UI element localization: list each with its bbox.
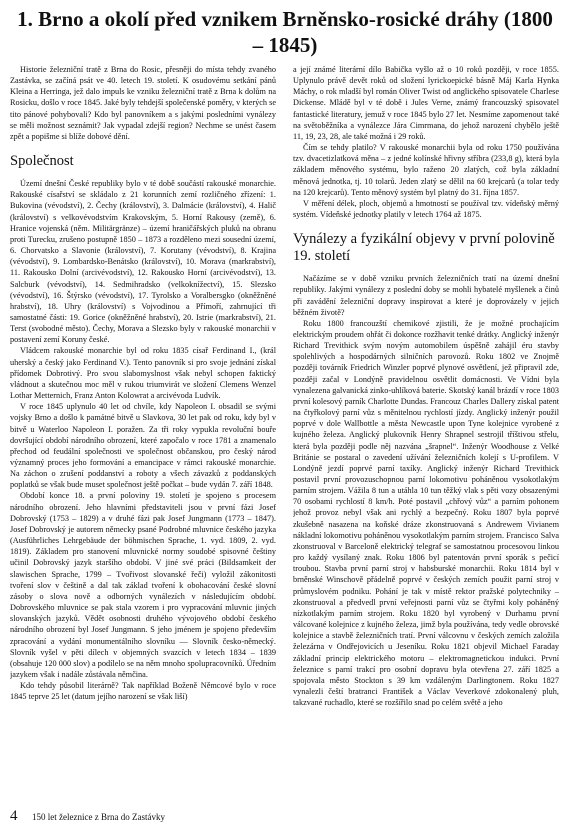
paragraph: Roku 1800 francouzští chemikové zjistili, že je možné prochajícím elektrickým proudem ohřát či dokonce rozžhavit tenké drátky. Anglický inženýr Richard Trevithick svým novým automobilem úspěšně zahájil éru stavby spolehlivých a hospodárných silničních parovozů. Roku 1802 ve Znojmě později továrník Friedrich Winzler poprvé plynové osvětlení, jež připravil zde, později začal v Londýně pravidelnou osvětlit domácnosti. Ve Vídni byla vynalezena galvanická zinko-uhlíková baterie. Skotský kanál brázdí v roce 1803 první kolesový parník Charlotte Dundas. Francouz Charles Dallery získal patent na čtyřkolový parní vůz s měnitelnou rychlostí jízdy. Anglický inženýr použil poprvé v dole Wallbottle a města Newcastle upon Tyne kolejnice vyrobené z kujného železa. Anglický plukovník Henry Shrapnel sestrojil tříštivou střelu, která byla později podle něj nazvána „šrapnel“. Inženýr Woodhouse z Velké Británie se postaral o zavedení užívání železničních kolejí s U-profilem. V Londýně jezdí poprvé parní taxíky. Anglický inženýr Richard Trevithick postavil první provozuschopnou parní lokomotivu poháněnou vysokotlakým parním strojem. Vážila 8 tun a utáhla 10 tun těžký vlak s pěti vozy obsazenými 70 osobami rychlostí 8 km/h. Poté postavil „chřový vůz“ a parním pohonem jehož provoz nebyl však ani rychlý a bezpečný. Roku 1807 byla poprvé zkušebně nasazena na koňské dráze zkonstruovaná s Andrewem Vivianem nákladní lokomotivu poháněnou vysokotlakým parním strojem. Francisco Salva zkonstruoval v Barceloně elektrický telegraf se samostatnou procesovou linkou pro každý vysílaný znak. Roku 1806 byl patentován první sporák s pečicí troubou. Stavba první parní stroj v habsburské monarchii. Roku 1814 byl v brněnské Winschově přádelně poprvé v českých zemích použit parní stroj v průmyslovém podniku. Pohání je tak v místě rektor pražské polytechniky – zkonstruoval a předvedl první veřejnosti parní vůz se čtyřmi koly poháněný nízkotlakým parním strojem. Roku 1820 byl vyrobený v Durhamu první válcované kolejnice z kujného železa, jimž byla používána, tedy vedle obrovské kolejnice a stavbě železničních tratí. První válcovnu v českých zemích založila železárna v Ondřejovicích u Jeseníku. Roku 1821 objevil Michael Faraday základní princip elektrického motoru – elektromagnetickou indukci. První železnice s parní trakcí pro osobní dopravu byla otevřena 27. září 1825 a spojovala město Stockton s 39 km vzdáleným Darlingtonem. Roku 1827 vynalezli čeští bratranci František a Václav Veverkové zdokonalený pluh, takzvané ruchadlo, které se rozšířilo snad po celém světě a jeho [293, 318, 559, 708]
paragraph: Čím se tehdy platilo? V rakouské monarchii byla od roku 1750 používána tzv. dvacetizlatková měna – z jedné kolínské hřivny stříbra (233,8 g), která byla základem měnového systému, bylo raženo 20 zlatých, což byla základní měnová jednotka, tj. 10 tolarů. Jeden zlatý se dělil na 60 krejcarů (a tolar tedy na 120 krejcarů). Tento měnový systém byl platný do 31. října 1857. [293, 143, 559, 197]
page-number: 4 [10, 808, 18, 824]
paragraph: V roce 1845 uplynulo 40 let od chvíle, kdy Napoleon I. obsadil se svými vojsky Brno a došlo k památné bitvě u Slavkova, 30 let pak od roku, kdy byl v bitvě u Waterloo Napoleon I. poražen. Za tři roky vypukla revoluční bouře dovršující období národního obrození, které započalo v roce 1781 a znamenalo přechod od feudální společnosti ve společnost občanskou, pro český národ významný proces jeho formování a emancipace v rámci rakouské monarchie. Na záchon o zrušení poddanství a roboty a všech závazků z poddanských poplatků se však bude muset společnost ještě počkat – bude vydán 7. září 1848. [10, 402, 276, 490]
paragraph: Historie železniční tratě z Brna do Rosic, přesněji do místa tehdy zvaného Zastávka, se začíná psát ve 40. letech 19. století. K osudovému setkání pánů Kleina a Herringa, jež dalo impuls ke vzniku železniční tratě z Brna k dolům na Rosicku, došlo v roce 1845. Jaké byly tehdejší společenské poměry, v kterých se tito pánové pohybovali? Kdo byl panovníkem a s jakými posledními vynálezy se měli možnost seznámit? Jak vypadal zdejší region? Nechme se unést časem zpět a popišme si blíže dobové dění. [10, 65, 276, 141]
paragraph: Kdo tehdy působil literárně? Tak například Boženě Němcové bylo v roce 1845 teprve 25 let (datum jejího narození se však liší) [10, 681, 276, 702]
left-column [10, 64, 276, 799]
paragraph: V měření délek, ploch, objemů a hmotností se používal tzv. vídeňský měrný systém. Vídeňské jednotky platily v letech 1764 až 1875. [293, 198, 559, 220]
footer-text: 150 let železnice z Brna do Zastávky [32, 812, 165, 822]
section-heading: Vynálezy a fyzikální objevy v první polovině 19. století [293, 231, 555, 265]
right-column [293, 64, 559, 799]
paragraph: Načázíme se v době vzniku prvních železničních tratí na území dnešní republiky. Jakými vynálezy z poslední doby se mohli hybatelé myšlenek a činů při zavádění železniční dopravy inspirovat a které je doprovázely v jejich běžném životě? [293, 274, 559, 317]
paragraph: Vládcem rakouské monarchie byl od roku 1835 císař Ferdinand I., (král uherský a český jako Ferdinand V.). Tento panovník si pro svoje jednání získal přídomek Dobrotivý. Pro svou slabomyslnost však nebyl schopen faktický vládnout a skutečnou moc měl v rukou triumvirát ve složení Clemens Wenzel Lothar Metternich, Franz Anton Kolowrat a arcivévoda Ludvík. [10, 346, 276, 401]
section-heading: Společnost [10, 153, 74, 170]
paragraph: Období konce 18. a první poloviny 19. století je spojeno s procesem národního obrození. Jeho hlavními představiteli jsou v první fázi Josef Dobrovský (1753 – 1829) a v druhé fázi pak Josef Jungmann (1773 – 1847). Josef Dobrovský je autorem německy psané Podrobné mluvnice českého jazyka (Ausführliches Lehrgebäude der böhmischen Sprache, 1. vyd. 1809, 2. vyd. 1819). Základem pro stanovení mluvnické normy soudobé spisovné češtiny učinil Dobrovský jazyk staršího období. V jiné své práci (Bildsamkeit der slawischen Sprache, 1799 – Tvořivost slovanské řeči) vyložil zákonitosti tvoření slov v češtině a dal tak základ tvoření k obohacování české slovní zásoby o slova nově a odborných vynálezích v následujícím období. Dobrovského mluvnice se pak stala vzorem i pro vypracování mluvnic jiných slovanských jazyků. Vědět osobnosti druhého vývojového období českého národního obrození byl Josef Jungmann. S jeho jménem je spojeno především zpracování a vydání monumentálního slovníku — Slovník česko-německý. Slovník vyšel v pěti dílech v objemných svazcích v letech 1834 – 1839 (obsahuje 120 000 slov) a podílelo se na něm mnoho spolupracovníků. Úředním jazykem však i nadále zůstávala němčina. [10, 491, 276, 679]
paragraph: Území dnešní České republiky bylo v té době součástí rakouské monarchie. Rakouské císařství se skládalo z 21 korunních zemí rozličného zřízení: 1. Bukovina (vévodství), 2. Čechy (království), 3. Dalmácie (království), 4. Halič (království) s velkovévodstvím Krakovským, 5. Horní Rakousy (země), 6. Hranice vojenská (něm. Militärgränze) – území hraničářských pluků na obranu proti Turecku, zrušeno postupně 1850 – 1873 a rozděleno mezi sousední území, 6. Chorvatsko a Slavonie (království), 7. Korutany (vévodství), 8. Krajina (vévodství), 9. Lombardsko-Benátsko (království), 10. Morava (markrabství), 11. Rakousko Dolní (arcivévodství), 12. Rakousko Horní (arcivévodství), 13. Salcburk (vévodství), 14. Sedmihradsko (velkoknížectví), 15. Slezsko (vévodství), 16. Štýrsko (vévodství), 17. Tyrolsko a Voralbersgko (okněžněné hrabství), 18. Uhry (království) s Vojvodinou a Přímoří, zahrnující tři samostatné části: 19. Gorice (okněžněné hrabství), 20. Istrie (markrabství), 21. Terst (svobodné město). Čechy, Morava a Slezsko byly v rakouské monarchii v postavení zemí Koruny české. [10, 179, 276, 345]
paragraph: a její známé literární dílo Babička vyšlo až o 10 roků později, v roce 1855. Uplynulo právě devět roků od složení lyrickoepické básně Máj Karla Hynka Máchy, o rok mladší byl román Oliver Twist od anglického spisovatele Charlese Dickense. Mládě byl v té době i Jules Verne, známý francouzský spisovatel fantastické literatury, jemuž v roce 1845 bylo 27 let. Nesmíme zapomenout také na světoběžníka a vynálezce Jára Cimrmana, do jehož narození chybělo ještě 11, 19, 23, 28, ale také možná i 29 roků. [293, 65, 559, 141]
chapter-title: 1. Brno a okolí před vznikem Brněnsko-rosické dráhy (1800 – 1845) [17, 7, 553, 57]
